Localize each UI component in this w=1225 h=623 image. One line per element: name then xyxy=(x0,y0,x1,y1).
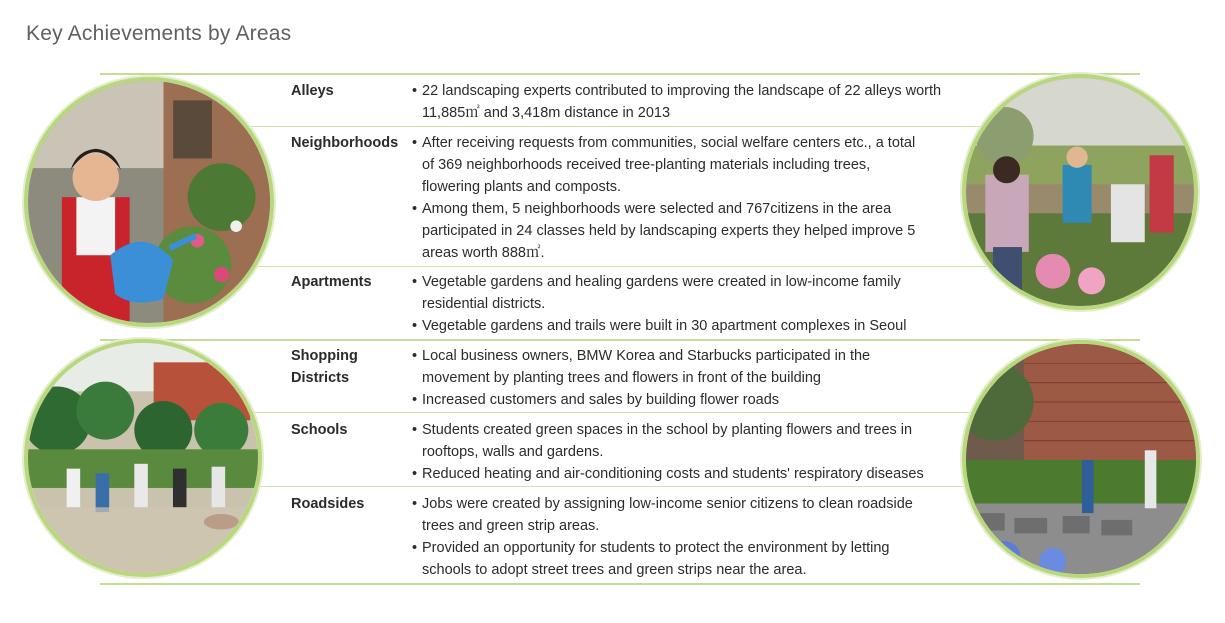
bullet-item: • 22 landscaping experts contributed to improving the landscape of 22 alleys worth 11,885㎡ and 3,418m distance in 2013 xyxy=(410,80,970,124)
bullet-list xyxy=(410,132,920,264)
bullet-item: • Vegetable gardens and healing gardens were created in low-income family residential districts. xyxy=(410,271,930,315)
area-label: Schools xyxy=(291,422,348,438)
area-label: Apartments xyxy=(291,274,372,290)
page-title: Key Achievements by Areas xyxy=(26,22,292,45)
bullet-item: • Jobs were created by assigning low-income senior citizens to clean roadside trees and green strip areas. xyxy=(410,493,930,537)
bullet-item: • Provided an opportunity for students to protect the environment by letting schools to adopt street trees and green strips near the area. xyxy=(410,537,930,581)
divider xyxy=(100,73,1140,75)
area-label: Neighborhoods xyxy=(291,135,399,151)
bullet-list xyxy=(410,493,930,581)
bullet-item: • Among them, 5 neighborhoods were selected and 767citizens in the area participated in 24 classes held by landscaping experts they helped improve 5 areas worth 888㎡. xyxy=(410,198,920,264)
people-planting-garden-photo xyxy=(962,74,1198,310)
divider xyxy=(100,583,1140,585)
bullet-list xyxy=(410,80,970,124)
bullet-list xyxy=(410,419,940,485)
bullet-list xyxy=(410,345,890,411)
bullet-item: • Students created green spaces in the school by planting flowers and trees in rooftops, walls and gardens. xyxy=(410,419,940,463)
bullet-list xyxy=(410,271,930,337)
area-label: Alleys xyxy=(291,83,334,99)
bullet-item: • Reduced heating and air-conditioning costs and students' respiratory diseases xyxy=(410,463,940,485)
divider xyxy=(100,339,1140,341)
area-label: Roadsides xyxy=(291,496,365,512)
woman-watering-flowers-photo xyxy=(24,77,274,327)
bullet-item: • Local business owners, BMW Korea and Starbucks participated in the movement by planting trees and flowers in front of the building xyxy=(410,345,890,389)
students-school-garden-photo xyxy=(24,339,262,577)
brick-wall-garden-photo xyxy=(962,340,1200,578)
area-label: Shopping Districts xyxy=(291,348,358,386)
bullet-item: • After receiving requests from communities, social welfare centers etc., a total of 369 neighborhoods received tree-planting materials including trees, flowering plants and composts. xyxy=(410,132,920,198)
bullet-item: • Increased customers and sales by building flower roads xyxy=(410,389,890,411)
bullet-item: • Vegetable gardens and trails were built in 30 apartment complexes in Seoul xyxy=(410,315,930,337)
